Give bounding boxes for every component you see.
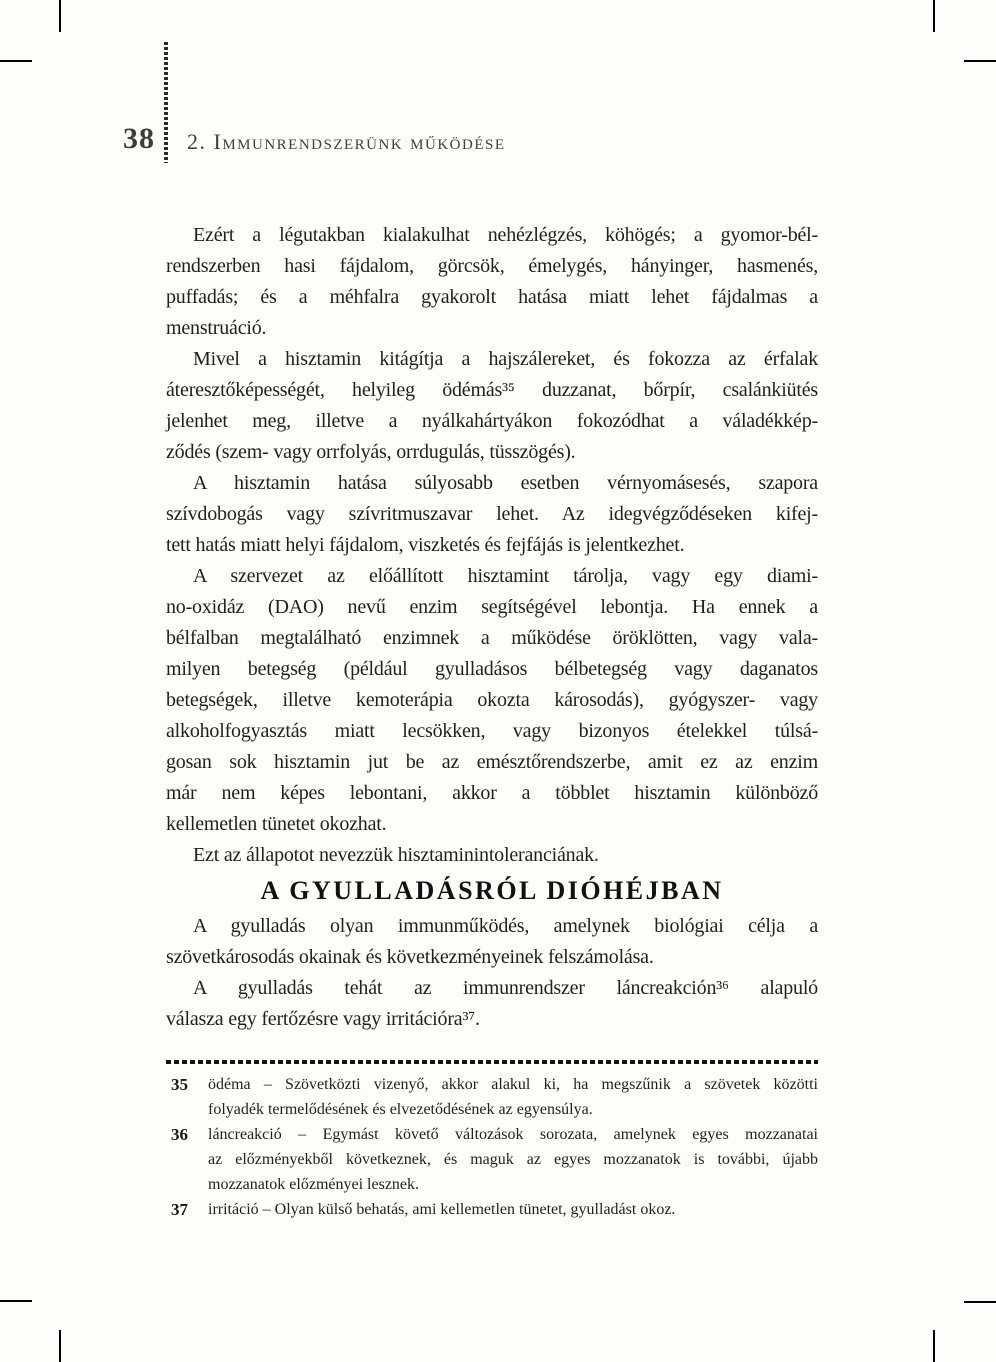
text-line: milyen betegség (például gyulladásos bélbetegség vagy daganatos	[166, 658, 818, 680]
text-line: válasza egy fertőzésre vagy irritációra³⁷.	[166, 1008, 480, 1030]
text-line: kellemetlen tünetet okozhat.	[166, 813, 387, 835]
text-line: alkoholfogyasztás miatt lecsökken, vagy bizonyos ételekkel túlsá-	[166, 720, 818, 742]
text-line: áteresztőképességét, helyileg ödémás³⁵ duzzanat, bőrpír, csalánkiütés	[166, 379, 818, 401]
footnote-number: 36	[171, 1125, 188, 1144]
crop-mark-top-right-vertical	[933, 0, 935, 32]
crop-mark-top-right-horizontal	[964, 60, 996, 62]
text-line: szövetkárosodás okainak és következményeinek felszámolása.	[166, 946, 654, 968]
footnote-text	[208, 1197, 818, 1222]
crop-mark-bottom-left-vertical	[59, 1330, 61, 1362]
text-line: szívdobogás vagy szívritmuszavar lehet. Az idegvégződéseken kifej-	[166, 503, 818, 525]
paragraph	[166, 973, 818, 1035]
footnote	[166, 1197, 818, 1222]
footnote-number: 37	[171, 1200, 188, 1219]
text-line: menstruáció.	[166, 317, 267, 339]
paragraph	[166, 911, 818, 973]
footnote-text	[208, 1072, 818, 1122]
text-line: mozzanatok előzményei lesznek.	[208, 1176, 420, 1193]
paragraph	[166, 561, 818, 840]
footnote-number: 35	[171, 1075, 188, 1094]
crop-mark-bottom-left-horizontal	[0, 1300, 32, 1302]
crop-mark-bottom-right-vertical	[933, 1330, 935, 1362]
text-line: irritáció – Olyan külső behatás, ami kellemetlen tünetet, gyulladást okoz.	[208, 1201, 676, 1218]
crop-mark-top-left-horizontal	[0, 60, 32, 62]
text-line: A hisztamin hatása súlyosabb esetben vérnyomásesés, szapora	[193, 472, 818, 494]
header-dotted-rule	[164, 42, 168, 163]
text-line: no-oxidáz (DAO) nevű enzim segítségével lebontja. Ha ennek a	[166, 596, 818, 618]
text-line: ödéma – Szövetközti vizenyő, akkor alakul ki, ha megszűnik a szövetek közötti	[208, 1076, 818, 1093]
footnote-text	[208, 1122, 818, 1197]
footnote	[166, 1122, 818, 1197]
text-line: A szervezet az előállított hisztamint tárolja, vagy egy diami-	[193, 565, 818, 587]
text-line: folyadék termelődésének és elvezetődésének az egyensúlya.	[208, 1101, 593, 1118]
section-heading: A GYULLADÁSRÓL DIÓHÉJBAN	[260, 876, 724, 905]
footnotes	[166, 1072, 818, 1222]
text-line: betegségek, illetve kemoterápia okozta károsodás), gyógyszer- vagy	[166, 689, 818, 711]
paragraph	[166, 344, 818, 468]
text-line: rendszerben hasi fájdalom, görcsök, émelygés, hányinger, hasmenés,	[166, 255, 818, 277]
text-line: jelenhet meg, illetve a nyálkahártyákon fokozódhat a váladékkép-	[166, 410, 818, 432]
footnote-separator-dotted-rule	[166, 1060, 818, 1064]
text-line: puffadás; és a méhfalra gyakorolt hatása miatt lehet fájdalmas a	[166, 286, 818, 308]
crop-mark-bottom-right-horizontal	[964, 1301, 996, 1303]
text-line: A gyulladás tehát az immunrendszer láncreakción³⁶ alapuló	[193, 977, 818, 999]
paragraph	[166, 468, 818, 561]
paragraph	[166, 840, 818, 871]
text-line: az előzményekből következnek, és maguk az egyes mozzanatok is további, újabb	[208, 1151, 818, 1168]
paragraph	[166, 220, 818, 344]
text-column	[166, 220, 818, 1222]
text-line: gosan sok hisztamin jut be az emésztőrendszerbe, amit ez az enzim	[166, 751, 818, 773]
footnote	[166, 1072, 818, 1122]
text-line: Ezt az állapotot nevezzük hisztaminintoleranciának.	[193, 844, 599, 866]
crop-mark-top-left-vertical	[59, 0, 61, 32]
text-line: láncreakció – Egymást követő változások sorozata, amelynek egyes mozzanatai	[208, 1126, 818, 1143]
text-line: A gyulladás olyan immunműködés, amelynek biológiai célja a	[193, 915, 818, 937]
text-line: Mivel a hisztamin kitágítja a hajszálereket, és fokozza az érfalak	[193, 348, 818, 370]
running-head: 2. Immunrendszerünk működése	[187, 129, 506, 154]
text-line: tett hatás miatt helyi fájdalom, viszketés és fejfájás is jelentkezhet.	[166, 534, 685, 556]
text-line: ződés (szem- vagy orrfolyás, orrdugulás, tüsszögés).	[166, 441, 576, 463]
page-number: 38	[123, 122, 155, 155]
text-line: bélfalban megtalálható enzimnek a működése öröklötten, vagy vala-	[166, 627, 818, 649]
text-line: Ezért a légutakban kialakulhat nehézlégzés, köhögés; a gyomor-bél-	[193, 224, 818, 246]
text-line: már nem képes lebontani, akkor a többlet hisztamin különböző	[166, 782, 818, 804]
